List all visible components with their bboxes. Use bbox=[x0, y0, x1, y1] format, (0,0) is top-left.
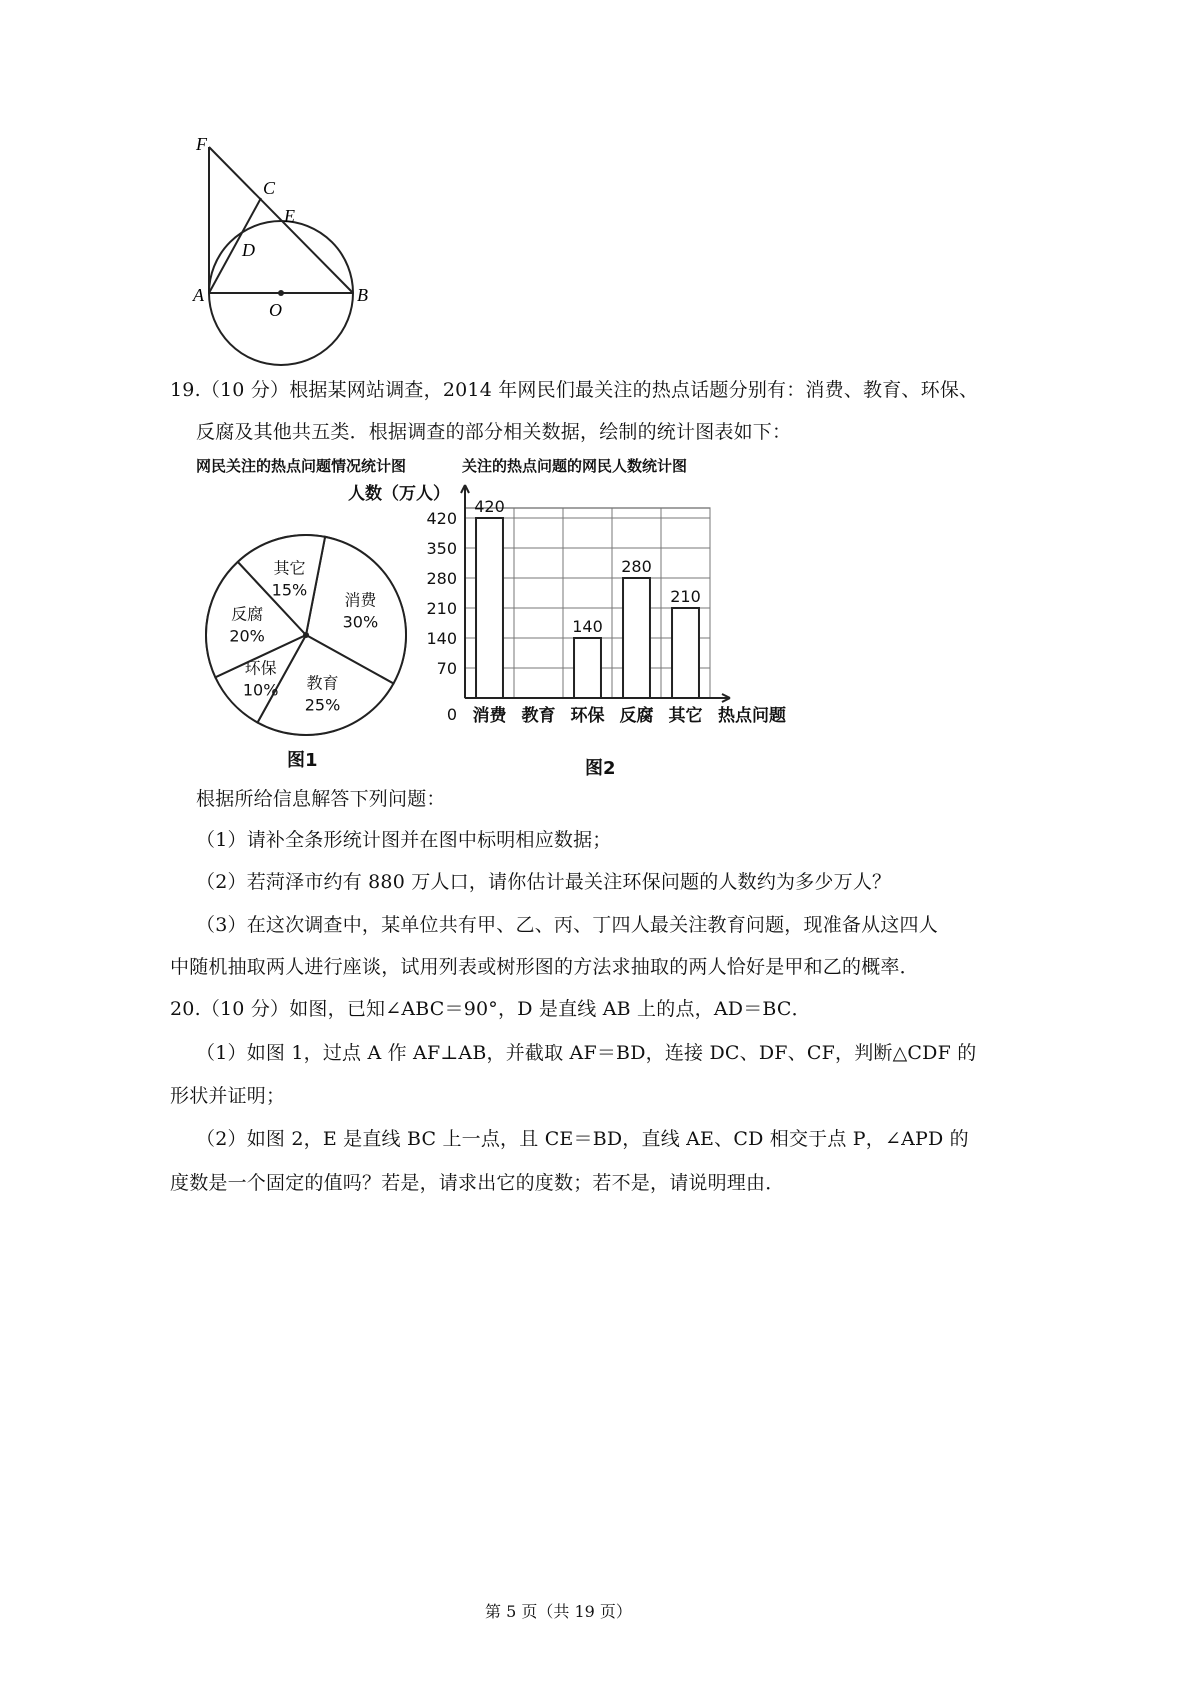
x-category-label: 教育 bbox=[521, 706, 556, 726]
pie-slice-percent: 15% bbox=[271, 580, 308, 600]
pie-slice-label: 教育 bbox=[306, 673, 339, 693]
q19-sub3-line1: （3）在这次调查中，某单位共有甲、乙、丙、丁四人最关注教育问题，现准备从这四人 bbox=[196, 914, 938, 936]
q19-line2: 反腐及其他共五类．根据调查的部分相关数据，绘制的统计图表如下： bbox=[196, 421, 792, 443]
bar bbox=[672, 608, 699, 698]
pie-slice-percent: 10% bbox=[242, 680, 279, 700]
y-tick-label: 210 bbox=[426, 599, 457, 618]
pie-slice-label: 消费 bbox=[344, 590, 377, 610]
label-o: O bbox=[269, 300, 282, 320]
x-category-label: 消费 bbox=[472, 706, 507, 726]
y-tick-label: 0 bbox=[446, 705, 457, 724]
pie-center bbox=[303, 632, 309, 638]
bar-chart-caption: 图2 bbox=[585, 758, 616, 779]
pie-slice-percent: 25% bbox=[304, 695, 341, 715]
label-b: B bbox=[357, 285, 368, 305]
label-e: E bbox=[284, 206, 295, 226]
q19-prompt: 根据所给信息解答下列问题： bbox=[196, 788, 446, 810]
pie-slice-percent: 20% bbox=[229, 626, 265, 646]
y-tick-label: 280 bbox=[426, 569, 457, 588]
q19-sub2: （2）若菏泽市约有 880 万人口，请你估计最关注环保问题的人数约为多少万人？ bbox=[196, 871, 892, 893]
pie-slice-label: 反腐 bbox=[231, 604, 264, 624]
bar-chart-title: 关注的热点问题的网民人数统计图 bbox=[462, 457, 688, 475]
y-tick-label: 70 bbox=[436, 659, 457, 678]
pie-slice-label: 其它 bbox=[273, 558, 306, 578]
q20-sub2-line1: （2）如图 2，E 是直线 BC 上一点，且 CE＝BD，直线 AE、CD 相交于点 P，∠APD 的 bbox=[196, 1128, 969, 1150]
bar-chart bbox=[410, 480, 810, 740]
page-footer: 第 5 页（共 19 页） bbox=[485, 1602, 632, 1621]
q20-line1: 20.（10 分）如图，已知∠ABC＝90°，D 是直线 AB 上的点，AD＝BC． bbox=[170, 998, 811, 1020]
q20-sub2-line2: 度数是一个固定的值吗？若是，请求出它的度数；若不是，请说明理由． bbox=[170, 1172, 785, 1194]
geometry-figure bbox=[180, 130, 380, 370]
bar bbox=[623, 578, 650, 698]
x-axis-label: 热点问题 bbox=[718, 706, 786, 726]
label-d: D bbox=[242, 240, 255, 260]
pie-slice-percent: 30% bbox=[342, 612, 379, 632]
bar-value-label: 210 bbox=[670, 587, 701, 606]
y-tick-label: 140 bbox=[426, 629, 457, 648]
label-f: F bbox=[196, 134, 207, 154]
q19-sub1: （1）请补全条形统计图并在图中标明相应数据； bbox=[196, 829, 612, 851]
q20-sub1-line2: 形状并证明； bbox=[170, 1085, 286, 1107]
bar-value-label: 140 bbox=[572, 617, 603, 636]
bar bbox=[574, 638, 601, 698]
x-category-label: 环保 bbox=[570, 706, 605, 726]
center-point bbox=[278, 290, 284, 296]
segment-fb bbox=[209, 147, 353, 293]
x-category-label: 其它 bbox=[668, 706, 703, 726]
bar bbox=[476, 518, 503, 698]
label-a: A bbox=[193, 285, 204, 305]
pie-slice-label: 环保 bbox=[244, 658, 277, 678]
bar-chart-ylabel: 人数（万人） bbox=[348, 484, 450, 504]
pie-chart bbox=[196, 525, 416, 745]
label-c: C bbox=[263, 178, 276, 198]
x-category-label: 反腐 bbox=[619, 706, 654, 726]
y-tick-label: 350 bbox=[426, 539, 457, 558]
pie-chart-title: 网民关注的热点问题情况统计图 bbox=[196, 457, 407, 475]
q19-sub3-line2: 中随机抽取两人进行座谈，试用列表或树形图的方法求抽取的两人恰好是甲和乙的概率． bbox=[170, 956, 919, 978]
q20-sub1-line1: （1）如图 1，过点 A 作 AF⊥AB，并截取 AF＝BD，连接 DC、DF、CF，判断△CDF 的 bbox=[196, 1042, 977, 1064]
y-tick-label: 420 bbox=[426, 509, 457, 528]
bar-value-label: 420 bbox=[474, 497, 505, 516]
q19-line1: 19.（10 分）根据某网站调查，2014 年网民们最关注的热点话题分别有：消费、教育、环保、 bbox=[170, 379, 979, 401]
bar-value-label: 280 bbox=[621, 557, 652, 576]
pie-chart-caption: 图1 bbox=[287, 750, 318, 771]
